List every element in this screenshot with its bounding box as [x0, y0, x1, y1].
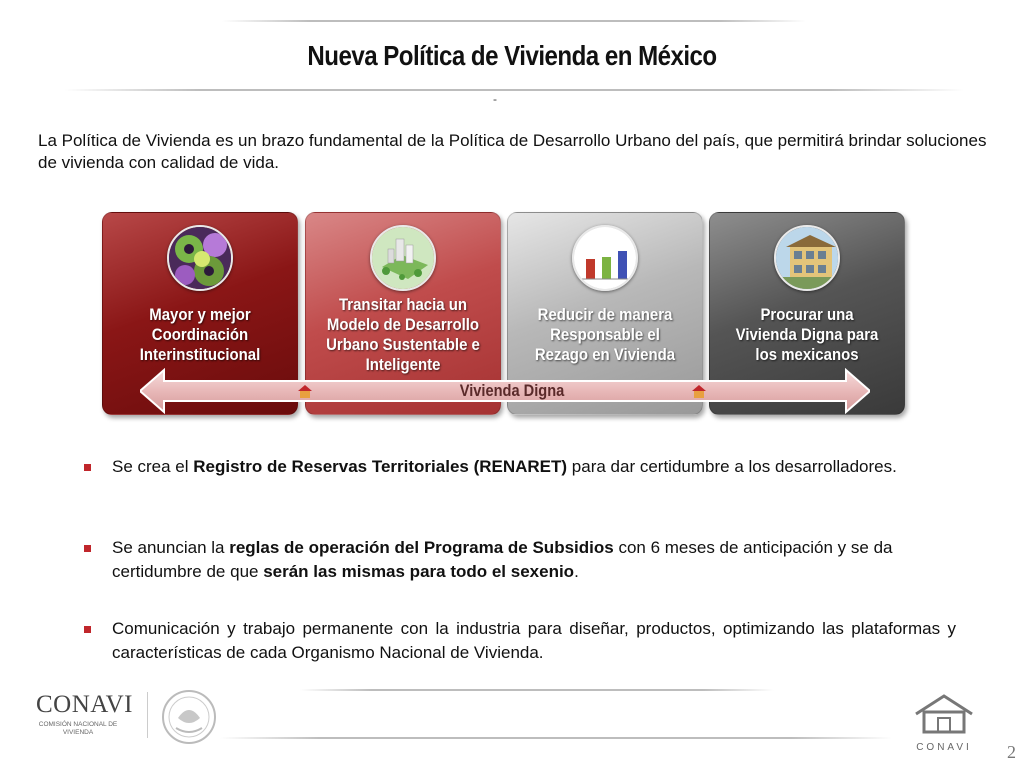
bullet-item — [84, 455, 956, 479]
bullet-text: Se crea el Registro de Reservas Territoriales (RENARET) para dar certidumbre a los desarrolladores. — [112, 457, 897, 476]
bullet-item — [84, 617, 956, 665]
intro-paragraph: La Política de Vivienda es un brazo fundamental de la Política de Desarrollo Urbano del país, que permitirá brindar soluciones de vivienda con calidad de vida. — [38, 131, 987, 172]
bullet-item — [84, 536, 956, 584]
title-dash: - — [493, 92, 497, 106]
conavi-logo-name: CONAVI — [36, 691, 133, 718]
conavi-logo-sub: COMISIÓN NACIONAL DE VIVIENDA — [38, 721, 118, 736]
footer-rule-bottom — [220, 737, 892, 739]
building-icon — [774, 225, 840, 291]
city-model-icon — [370, 225, 436, 291]
bullet-square-icon — [84, 545, 91, 552]
bullet-text: Se anuncian la reglas de operación del Programa de Subsidios con 6 meses de anticipación y se da certidumbre de que serán las mismas para todo el sexenio. — [112, 538, 893, 581]
footer-rule-top — [300, 689, 774, 691]
logo-divider — [147, 692, 148, 738]
card-label: Mayor y mejor Coordinación Interinstitucional — [139, 305, 261, 364]
card-label: Reducir de manera Responsable el Rezago en Vivienda — [534, 305, 676, 364]
conavi-house-logo — [912, 692, 976, 753]
card-label: Transitar hacia un Modelo de Desarrollo Urbano Sustentable e Inteligente — [326, 295, 480, 374]
bullet-square-icon — [84, 464, 91, 471]
house-outline-icon — [912, 692, 976, 736]
page-number: 2 — [1007, 742, 1016, 762]
house-marker-icon — [296, 382, 314, 400]
arrow-label: Vivienda Digna — [459, 381, 565, 400]
top-rule — [222, 20, 806, 22]
card-label: Procurar una Vivienda Digna para los mexicanos — [735, 305, 879, 364]
title-rule — [64, 89, 964, 91]
house-marker-icon — [690, 382, 708, 400]
bullet-text: Comunicación y trabajo permanente con la industria para diseñar, productos, optimizando las plataformas y características de cada Organismo Nacional de Vivienda. — [112, 619, 956, 662]
conavi-right-text: CONAVI — [916, 742, 972, 753]
bullet-square-icon — [84, 626, 91, 633]
page-title: Nueva Política de Vivienda en México — [307, 40, 717, 71]
bar-chart-icon — [572, 225, 638, 291]
mexico-seal-icon — [158, 688, 220, 746]
cells-icon — [167, 225, 233, 291]
conavi-logo — [36, 692, 132, 738]
